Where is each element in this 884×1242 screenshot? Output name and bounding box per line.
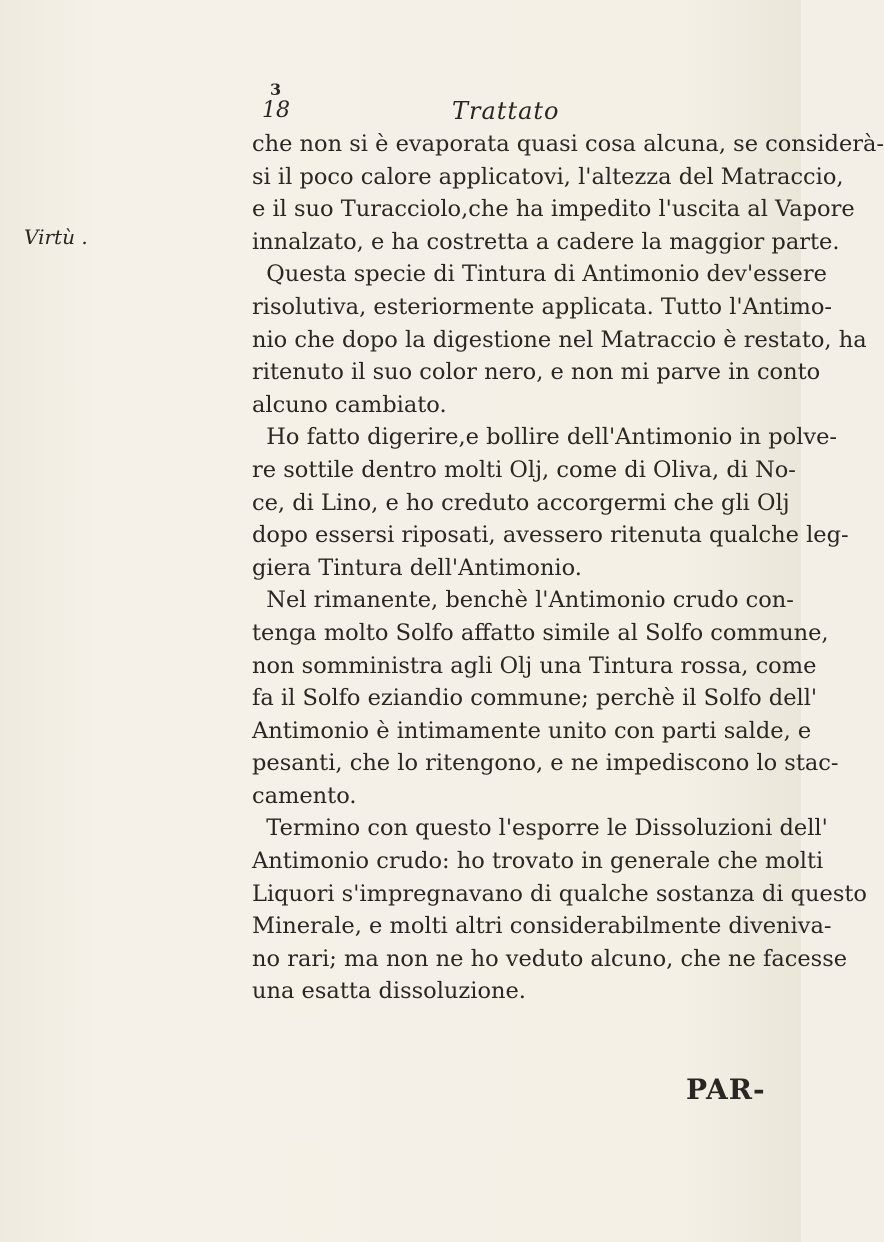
text-line: fa il Solfo eziandio commune; perchè il Solfo dell' [252,685,818,712]
text-line: Antimonio crudo: ho trovato in generale che molti [252,848,824,875]
text-line: una esatta dissoluzione. [252,978,526,1005]
text-line: Ho fatto digerire,e bollire dell'Antimonio in polve- [252,424,838,451]
text-line: innalzato, e ha costretta a cadere la maggior parte. [252,228,840,255]
text-line: Antimonio è intimamente unito con parti salde, e [252,717,812,744]
text-line: non somministra agli Olj una Tintura rossa, come [252,652,817,679]
text-line: no rari; ma non ne ho veduto alcuno, che ne facesse [252,945,848,972]
page-number: 18 [262,98,290,123]
body-text [252,128,884,1008]
text-line: giera Tintura dell'Antimonio. [252,554,582,581]
text-line: dopo essersi riposati, avessero ritenuta qualche leg- [252,522,849,549]
catchword: PAR- [686,1073,766,1106]
text-line: risolutiva, esteriormente applicata. Tutto l'Antimo- [252,293,833,320]
text-line: alcuno cambiato. [252,391,447,418]
text-line: Nel rimanente, benchè l'Antimonio crudo con- [252,587,794,614]
signature-mark: 3 [270,80,282,99]
text-line: tenga molto Solfo affatto simile al Solfo commune, [252,619,829,646]
text-line: Liquori s'impregnavano di qualche sostanza di questo [252,880,867,907]
text-line: re sottile dentro molti Olj, come di Oliva, di No- [252,456,796,483]
text-line: ce, di Lino, e ho creduto accorgermi che gli Olj [252,489,790,516]
text-line: si il poco calore applicatovi, l'altezza del Matraccio, [252,163,844,190]
running-head: Trattato [452,97,560,125]
text-line: camento. [252,782,357,809]
text-line: che non si è evaporata quasi cosa alcuna, se considerà- [252,131,884,157]
text-line: Termino con questo l'esporre le Dissoluzioni dell' [252,815,828,842]
text-line: Questa specie di Tintura di Antimonio dev'essere [252,261,827,288]
text-line: ritenuto il suo color nero, e non mi parve in conto [252,359,821,386]
text-line: e il suo Turacciolo,che ha impedito l'uscita al Vapore [252,196,855,223]
text-line: Minerale, e molti altri considerabilmente diveniva- [252,913,832,940]
text-line: pesanti, che lo ritengono, e ne impediscono lo stac- [252,750,839,777]
text-line: nio che dopo la digestione nel Matraccio è restato, ha [252,326,867,353]
margin-note: Virtù . [24,225,88,249]
